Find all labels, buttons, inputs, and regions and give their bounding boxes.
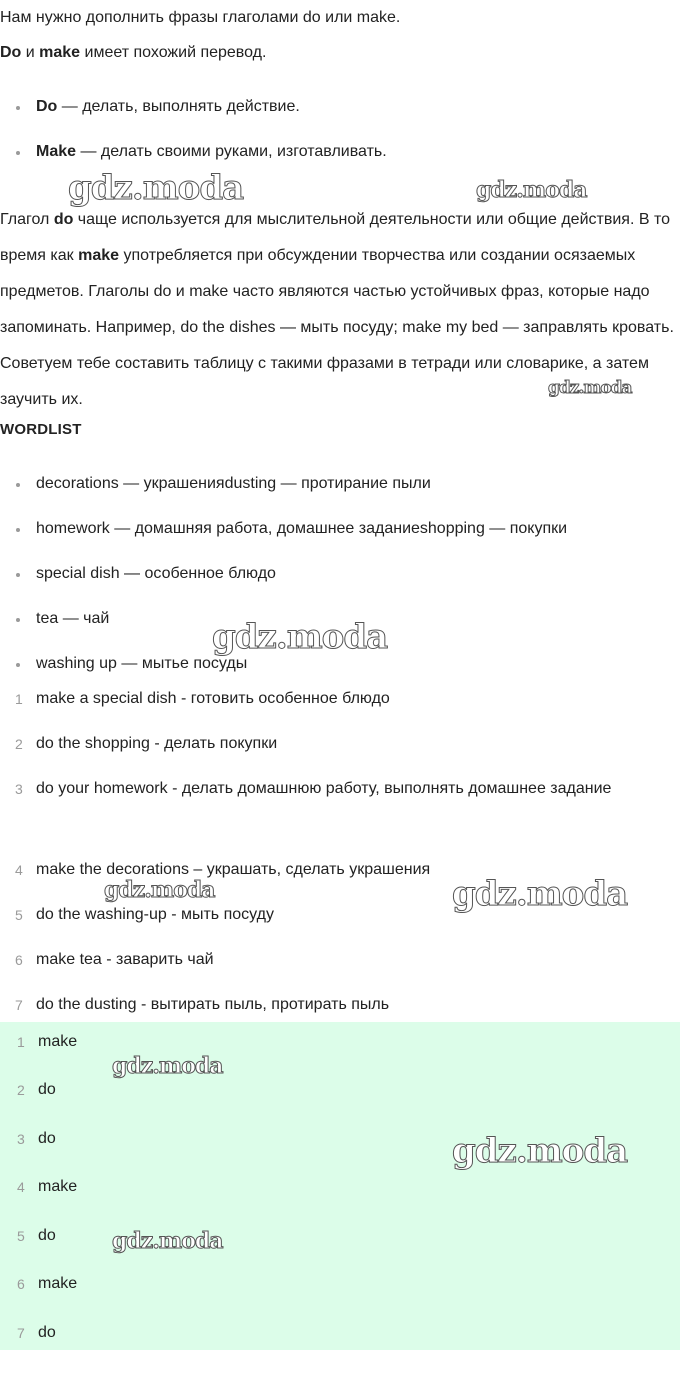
item-number: 3 [15, 781, 23, 797]
phrase-text: do the dusting - вытирать пыль, протирать пыль [36, 996, 390, 1013]
item-number: 4 [17, 1179, 25, 1195]
grammar-text: Глагол [0, 211, 54, 228]
term-do: Do [0, 44, 22, 61]
item-number: 1 [17, 1034, 25, 1050]
item-number: 6 [17, 1276, 25, 1292]
conjunction: и [21, 44, 40, 61]
item-number: 5 [17, 1228, 25, 1244]
item-number: 1 [15, 691, 23, 707]
grammar-text: чаще используется для мыслительной деятельности или общие действия. В то время как [0, 211, 670, 264]
phrase-text: make the decorations – украшать, сделать украшения [36, 861, 431, 878]
grammar-term-make: make [78, 247, 120, 264]
word-entry: special dish — особенное блюдо [36, 565, 276, 582]
wordlist-title: WORDLIST [0, 421, 82, 438]
grammar-term-do: do [53, 211, 74, 228]
item-number: 2 [15, 736, 23, 752]
word-entry: tea — чай [36, 610, 110, 627]
grammar-text: употребляется при обсуждении творчества или создании осязаемых предметов. Глаголы do и make часто являются частью устойчивых фраз, которые надо запоминать. Например, do the dishes — мыть посуду; make my bed — заправлять кровать. Советуем тебе составить таблицу с такими фразами в тетради или словарике, а затем заучить их. [0, 247, 674, 408]
bullet-icon [16, 483, 20, 487]
watermark-logo: gdz.moda [112, 1228, 223, 1254]
bullet-icon [16, 618, 20, 622]
answer-text: do [38, 1324, 56, 1341]
watermark-logo: gdz.moda [112, 1053, 223, 1079]
word-entry: homework — домашняя работа, домашнее заданиеshopping — покупки [36, 520, 568, 537]
item-number: 6 [15, 952, 23, 968]
note-text: имеет похожий перевод. [80, 44, 267, 61]
watermark-logo: gdz.moda [476, 177, 587, 203]
watermark-logo: gdz.moda [212, 617, 388, 657]
intro-translation-note [0, 43, 266, 63]
item-number: 2 [17, 1082, 25, 1098]
bullet-icon [16, 528, 20, 532]
watermark-logo: gdz.moda [452, 1131, 628, 1171]
word-entry: washing up — мытье посуды [36, 655, 248, 672]
term-make: make [39, 44, 81, 61]
watermark-logo: gdz.moda [68, 168, 244, 208]
meaning-desc: — делать своими руками, изготавливать. [76, 143, 387, 160]
answer-text: do [38, 1081, 56, 1098]
answer-box [0, 1022, 680, 1350]
bullet-icon [16, 663, 20, 667]
item-number: 3 [17, 1131, 25, 1147]
answer-text: do [38, 1227, 56, 1244]
answer-text: make [38, 1275, 78, 1292]
watermark-logo: gdz.moda [104, 877, 215, 903]
answer-text: do [38, 1130, 56, 1147]
phrase-text: do the washing-up - мыть посуду [36, 906, 274, 923]
bullet-icon [16, 573, 20, 577]
meaning-term: Make [36, 143, 77, 160]
bullet-icon [16, 151, 20, 155]
item-number: 5 [15, 907, 23, 923]
watermark-logo: gdz.moda [452, 874, 628, 914]
bullet-icon [16, 106, 20, 110]
item-number: 7 [15, 997, 23, 1013]
phrase-text: do the shopping - делать покупки [36, 735, 278, 752]
intro-line: Нам нужно дополнить фразы глаголами do или make. [0, 9, 401, 26]
phrase-text: make tea - заварить чай [36, 951, 214, 968]
meaning-desc: — делать, выполнять действие. [57, 98, 300, 115]
word-entry: decorations — украшенияdusting — протирание пыли [36, 475, 431, 492]
phrase-text: do your homework - делать домашнюю работу, выполнять домашнее задание [36, 780, 612, 797]
meaning-term: Do [36, 98, 58, 115]
item-number: 4 [15, 862, 23, 878]
answer-text: make [38, 1178, 78, 1195]
answer-text: make [38, 1033, 78, 1050]
watermark-logo: gdz.moda [548, 378, 632, 398]
item-number: 7 [17, 1325, 25, 1341]
phrase-text: make a special dish - готовить особенное блюдо [36, 690, 390, 707]
